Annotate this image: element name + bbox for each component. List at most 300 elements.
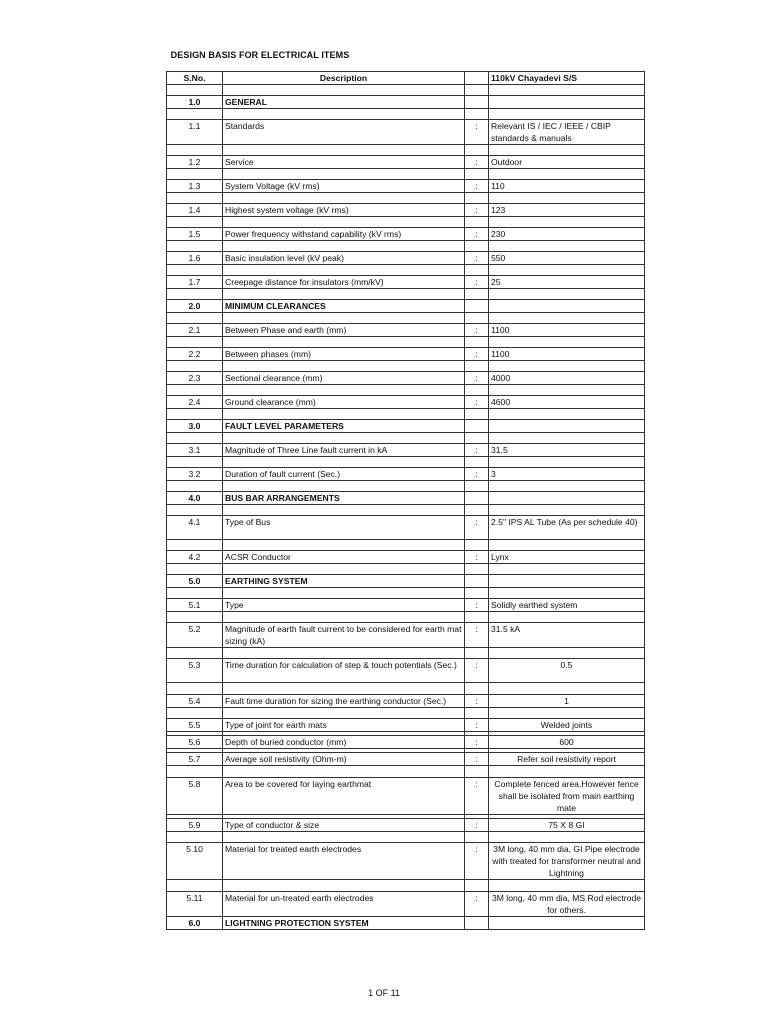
row-value — [489, 96, 645, 109]
spacer-cell — [223, 588, 465, 599]
spacer-row — [167, 612, 645, 623]
row-separator: : — [465, 599, 489, 612]
row-separator: : — [465, 659, 489, 683]
row-value — [489, 492, 645, 505]
header-sno: S.No. — [167, 72, 223, 85]
table-row — [167, 623, 645, 648]
spacer-cell — [223, 505, 465, 516]
spacer-cell — [223, 337, 465, 348]
spacer-cell — [167, 457, 223, 468]
spacer-row — [167, 540, 645, 551]
row-description: Time duration for calculation of step & touch potentials (Sec.) — [223, 659, 465, 683]
row-description: Magnitude of earth fault current to be considered for earth mat sizing (kA) — [223, 623, 465, 648]
spacer-cell — [489, 683, 645, 695]
spacer-row — [167, 832, 645, 843]
row-sno: 1.7 — [167, 276, 223, 289]
spacer-cell — [167, 385, 223, 396]
spacer-cell — [465, 481, 489, 492]
spacer-cell — [489, 337, 645, 348]
row-sno: 1.0 — [167, 96, 223, 109]
table-row — [167, 843, 645, 880]
section-row — [167, 917, 645, 930]
spacer-row — [167, 409, 645, 420]
row-description: Type of Bus — [223, 516, 465, 540]
spacer-cell — [489, 241, 645, 252]
spacer-cell — [465, 313, 489, 324]
row-separator: : — [465, 819, 489, 832]
row-value: 1100 — [489, 324, 645, 337]
row-sno: 5.9 — [167, 819, 223, 832]
spacer-cell — [465, 708, 489, 719]
spacer-row — [167, 683, 645, 695]
spacer-cell — [465, 361, 489, 372]
row-separator: : — [465, 753, 489, 766]
row-separator: : — [465, 396, 489, 409]
spacer-cell — [167, 145, 223, 156]
spacer-cell — [167, 648, 223, 659]
table-row — [167, 599, 645, 612]
row-value: 3M long, 40 mm dia, GI Pipe electrode with treated for transformer neutral and Lightning — [489, 843, 645, 880]
spacer-cell — [489, 265, 645, 276]
row-value: 31.5 kA — [489, 623, 645, 648]
spacer-cell — [465, 265, 489, 276]
spacer-cell — [223, 708, 465, 719]
spacer-cell — [489, 85, 645, 96]
spacer-row — [167, 169, 645, 180]
spacer-cell — [465, 683, 489, 695]
table-row — [167, 120, 645, 145]
table-row — [167, 180, 645, 193]
row-separator: : — [465, 892, 489, 917]
spacer-cell — [465, 880, 489, 892]
row-description: Service — [223, 156, 465, 169]
spacer-row — [167, 766, 645, 778]
row-value — [489, 917, 645, 930]
row-description: ACSR Conductor — [223, 551, 465, 564]
spacer-row — [167, 265, 645, 276]
table-row — [167, 778, 645, 815]
spacer-cell — [167, 683, 223, 695]
row-description: LIGHTNING PROTECTION SYSTEM — [223, 917, 465, 930]
header-value: 110kV Chayadevi S/S — [489, 72, 645, 85]
spacer-cell — [167, 766, 223, 778]
spacer-cell — [223, 109, 465, 120]
table-row — [167, 396, 645, 409]
spacer-cell — [167, 289, 223, 300]
spacer-cell — [489, 505, 645, 516]
row-separator: : — [465, 252, 489, 265]
row-separator: : — [465, 228, 489, 241]
section-row — [167, 420, 645, 433]
spacer-cell — [223, 540, 465, 551]
spacer-cell — [489, 217, 645, 228]
spacer-row — [167, 385, 645, 396]
row-description: BUS BAR ARRANGEMENTS — [223, 492, 465, 505]
spacer-cell — [223, 241, 465, 252]
row-description: Area to be covered for laying earthmat — [223, 778, 465, 815]
spacer-cell — [167, 217, 223, 228]
spacer-row — [167, 433, 645, 444]
spacer-cell — [465, 109, 489, 120]
row-description: Creepage distance for insulators (mm/kV) — [223, 276, 465, 289]
table-row — [167, 276, 645, 289]
row-sno: 2.1 — [167, 324, 223, 337]
row-separator: : — [465, 444, 489, 457]
spacer-row — [167, 481, 645, 492]
spacer-cell — [167, 265, 223, 276]
spacer-cell — [489, 481, 645, 492]
row-description: Type of conductor & size — [223, 819, 465, 832]
row-separator: : — [465, 843, 489, 880]
row-sno: 5.8 — [167, 778, 223, 815]
row-separator — [465, 420, 489, 433]
row-separator: : — [465, 719, 489, 732]
spacer-row — [167, 193, 645, 204]
row-separator: : — [465, 778, 489, 815]
row-value: 230 — [489, 228, 645, 241]
row-description: Material for un-treated earth electrodes — [223, 892, 465, 917]
row-sno: 2.2 — [167, 348, 223, 361]
row-separator: : — [465, 551, 489, 564]
spacer-cell — [489, 193, 645, 204]
row-separator — [465, 575, 489, 588]
row-description: EARTHING SYSTEM — [223, 575, 465, 588]
spacer-cell — [223, 766, 465, 778]
row-separator — [465, 96, 489, 109]
spacer-cell — [489, 832, 645, 843]
row-value: 110 — [489, 180, 645, 193]
row-sno: 5.4 — [167, 695, 223, 708]
spacer-cell — [465, 457, 489, 468]
row-separator: : — [465, 372, 489, 385]
spacer-cell — [489, 880, 645, 892]
row-separator: : — [465, 736, 489, 749]
row-value: Lynx — [489, 551, 645, 564]
row-sno: 1.2 — [167, 156, 223, 169]
row-sno: 3.1 — [167, 444, 223, 457]
spacer-cell — [465, 289, 489, 300]
spacer-cell — [489, 766, 645, 778]
spacer-cell — [489, 457, 645, 468]
spacer-cell — [465, 612, 489, 623]
row-description: Highest system voltage (kV rms) — [223, 204, 465, 217]
row-sno: 1.4 — [167, 204, 223, 217]
spacer-cell — [489, 540, 645, 551]
section-row — [167, 300, 645, 313]
spacer-cell — [223, 409, 465, 420]
spacer-cell — [465, 540, 489, 551]
row-value: Relevant IS / IEC / IEEE / CBIP standards & manuals — [489, 120, 645, 145]
spacer-cell — [167, 193, 223, 204]
row-value: 123 — [489, 204, 645, 217]
section-row — [167, 492, 645, 505]
spacer-cell — [223, 289, 465, 300]
header-sep — [465, 72, 489, 85]
row-separator: : — [465, 156, 489, 169]
section-row — [167, 96, 645, 109]
table-row — [167, 228, 645, 241]
spacer-cell — [465, 85, 489, 96]
design-basis-table — [166, 71, 645, 930]
spacer-cell — [167, 540, 223, 551]
spacer-row — [167, 564, 645, 575]
spacer-cell — [167, 612, 223, 623]
row-description: Average soil resistivity (Ohm-m) — [223, 753, 465, 766]
spacer-row — [167, 289, 645, 300]
row-description: Duration of fault current (Sec.) — [223, 468, 465, 481]
table-row — [167, 372, 645, 385]
row-separator: : — [465, 516, 489, 540]
spacer-cell — [465, 217, 489, 228]
table-row — [167, 252, 645, 265]
table-row — [167, 819, 645, 832]
row-sno: 5.10 — [167, 843, 223, 880]
table-row — [167, 719, 645, 732]
row-sno: 5.6 — [167, 736, 223, 749]
row-sno: 5.2 — [167, 623, 223, 648]
row-separator: : — [465, 695, 489, 708]
spacer-row — [167, 361, 645, 372]
spacer-cell — [489, 313, 645, 324]
spacer-cell — [223, 217, 465, 228]
spacer-cell — [465, 385, 489, 396]
spacer-row — [167, 217, 645, 228]
table-row — [167, 736, 645, 749]
spacer-row — [167, 505, 645, 516]
spacer-cell — [223, 832, 465, 843]
spacer-row — [167, 109, 645, 120]
spacer-cell — [167, 85, 223, 96]
row-value: 2.5" IPS AL Tube (As per schedule 40) — [489, 516, 645, 540]
row-description: Fault time duration for sizing the earthing conductor (Sec.) — [223, 695, 465, 708]
page-number: 1 OF 11 — [368, 988, 400, 998]
row-sno: 2.3 — [167, 372, 223, 385]
row-separator: : — [465, 623, 489, 648]
spacer-row — [167, 648, 645, 659]
row-sno: 3.0 — [167, 420, 223, 433]
spacer-cell — [489, 289, 645, 300]
spacer-cell — [465, 564, 489, 575]
row-sno: 1.6 — [167, 252, 223, 265]
spacer-row — [167, 708, 645, 719]
spacer-cell — [223, 683, 465, 695]
spacer-cell — [465, 832, 489, 843]
table-header-row — [167, 72, 645, 85]
table-row — [167, 516, 645, 540]
row-value: 31.5 — [489, 444, 645, 457]
spacer-cell — [489, 169, 645, 180]
table-row — [167, 324, 645, 337]
row-sno: 2.0 — [167, 300, 223, 313]
row-sno: 3.2 — [167, 468, 223, 481]
spacer-row — [167, 880, 645, 892]
spacer-cell — [489, 409, 645, 420]
spacer-cell — [489, 612, 645, 623]
row-value: 25 — [489, 276, 645, 289]
spacer-row — [167, 457, 645, 468]
spacer-cell — [167, 433, 223, 444]
row-sno: 5.11 — [167, 892, 223, 917]
row-description: Between phases (mm) — [223, 348, 465, 361]
spacer-cell — [489, 648, 645, 659]
row-value: Outdoor — [489, 156, 645, 169]
spacer-row — [167, 241, 645, 252]
row-description: Basic insulation level (kV peak) — [223, 252, 465, 265]
spacer-cell — [465, 337, 489, 348]
row-separator: : — [465, 324, 489, 337]
table-row — [167, 753, 645, 766]
row-separator: : — [465, 348, 489, 361]
spacer-cell — [223, 361, 465, 372]
spacer-cell — [167, 505, 223, 516]
row-sno: 5.5 — [167, 719, 223, 732]
row-description: Standards — [223, 120, 465, 145]
spacer-cell — [223, 648, 465, 659]
spacer-cell — [167, 361, 223, 372]
spacer-cell — [167, 708, 223, 719]
row-value: 75 X 8 GI — [489, 819, 645, 832]
row-separator: : — [465, 120, 489, 145]
row-separator — [465, 300, 489, 313]
spacer-cell — [167, 588, 223, 599]
row-value: 550 — [489, 252, 645, 265]
spacer-cell — [167, 241, 223, 252]
row-separator: : — [465, 276, 489, 289]
row-value: 4600 — [489, 396, 645, 409]
spacer-cell — [223, 433, 465, 444]
spacer-cell — [223, 385, 465, 396]
spacer-cell — [167, 169, 223, 180]
table-row — [167, 444, 645, 457]
document-title: DESIGN BASIS FOR ELECTRICAL ITEMS — [170, 50, 350, 60]
spacer-cell — [489, 564, 645, 575]
spacer-cell — [465, 505, 489, 516]
spacer-cell — [489, 361, 645, 372]
spacer-cell — [223, 564, 465, 575]
row-value: Refer soil resistivity report — [489, 753, 645, 766]
spacer-cell — [465, 193, 489, 204]
row-description: Between Phase and earth (mm) — [223, 324, 465, 337]
row-description: MINIMUM CLEARANCES — [223, 300, 465, 313]
row-sno: 6.0 — [167, 917, 223, 930]
row-value: 1100 — [489, 348, 645, 361]
row-separator: : — [465, 180, 489, 193]
spacer-cell — [223, 481, 465, 492]
row-sno: 5.7 — [167, 753, 223, 766]
table-row — [167, 156, 645, 169]
row-separator: : — [465, 468, 489, 481]
row-value — [489, 575, 645, 588]
spacer-cell — [489, 708, 645, 719]
spacer-cell — [489, 588, 645, 599]
row-description: FAULT LEVEL PARAMETERS — [223, 420, 465, 433]
section-row — [167, 575, 645, 588]
row-value: 600 — [489, 736, 645, 749]
spacer-cell — [223, 85, 465, 96]
table-row — [167, 204, 645, 217]
table-row — [167, 348, 645, 361]
table-row — [167, 892, 645, 917]
spacer-cell — [223, 145, 465, 156]
row-description: Power frequency withstand capability (kV rms) — [223, 228, 465, 241]
spacer-cell — [465, 766, 489, 778]
spacer-cell — [465, 169, 489, 180]
row-value — [489, 420, 645, 433]
row-value: 0.5 — [489, 659, 645, 683]
spacer-cell — [167, 409, 223, 420]
row-separator — [465, 492, 489, 505]
row-description: Material for treated earth electrodes — [223, 843, 465, 880]
spacer-cell — [465, 241, 489, 252]
spacer-cell — [223, 612, 465, 623]
row-description: Sectional clearance (mm) — [223, 372, 465, 385]
row-description: Type of joint for earth mats — [223, 719, 465, 732]
row-value: 3 — [489, 468, 645, 481]
spacer-row — [167, 337, 645, 348]
spacer-cell — [465, 145, 489, 156]
spacer-cell — [465, 409, 489, 420]
spacer-row — [167, 85, 645, 96]
row-sno: 1.3 — [167, 180, 223, 193]
spacer-cell — [167, 564, 223, 575]
spacer-cell — [489, 433, 645, 444]
row-description: GENERAL — [223, 96, 465, 109]
spacer-row — [167, 588, 645, 599]
spacer-cell — [489, 109, 645, 120]
spacer-cell — [465, 588, 489, 599]
spacer-cell — [223, 880, 465, 892]
row-sno: 1.5 — [167, 228, 223, 241]
row-sno: 2.4 — [167, 396, 223, 409]
row-sno: 4.2 — [167, 551, 223, 564]
spacer-cell — [223, 169, 465, 180]
spacer-cell — [489, 385, 645, 396]
spacer-cell — [167, 481, 223, 492]
spacer-cell — [489, 145, 645, 156]
row-value: 4000 — [489, 372, 645, 385]
spacer-cell — [223, 457, 465, 468]
row-separator — [465, 917, 489, 930]
spacer-cell — [223, 193, 465, 204]
spacer-cell — [167, 109, 223, 120]
spacer-cell — [167, 337, 223, 348]
row-value: Welded joints — [489, 719, 645, 732]
row-description: Type — [223, 599, 465, 612]
row-separator: : — [465, 204, 489, 217]
row-sno: 4.0 — [167, 492, 223, 505]
table-row — [167, 551, 645, 564]
spacer-cell — [465, 648, 489, 659]
spacer-cell — [167, 313, 223, 324]
spacer-cell — [465, 433, 489, 444]
spacer-cell — [223, 313, 465, 324]
row-sno: 5.0 — [167, 575, 223, 588]
row-description: System Voltage (kV rms) — [223, 180, 465, 193]
row-value — [489, 300, 645, 313]
spacer-row — [167, 313, 645, 324]
spacer-cell — [223, 265, 465, 276]
row-value: 1 — [489, 695, 645, 708]
spacer-cell — [167, 832, 223, 843]
row-sno: 5.1 — [167, 599, 223, 612]
row-value: Complete fenced area.However fence shall be isolated from main earthing mate — [489, 778, 645, 815]
row-value: 3M long, 40 mm dia, MS Rod electrode for others. — [489, 892, 645, 917]
table-row — [167, 659, 645, 683]
row-value: Solidly earthed system — [489, 599, 645, 612]
row-description: Magnitude of Three Line fault current in kA — [223, 444, 465, 457]
table-row — [167, 695, 645, 708]
row-sno: 4.1 — [167, 516, 223, 540]
